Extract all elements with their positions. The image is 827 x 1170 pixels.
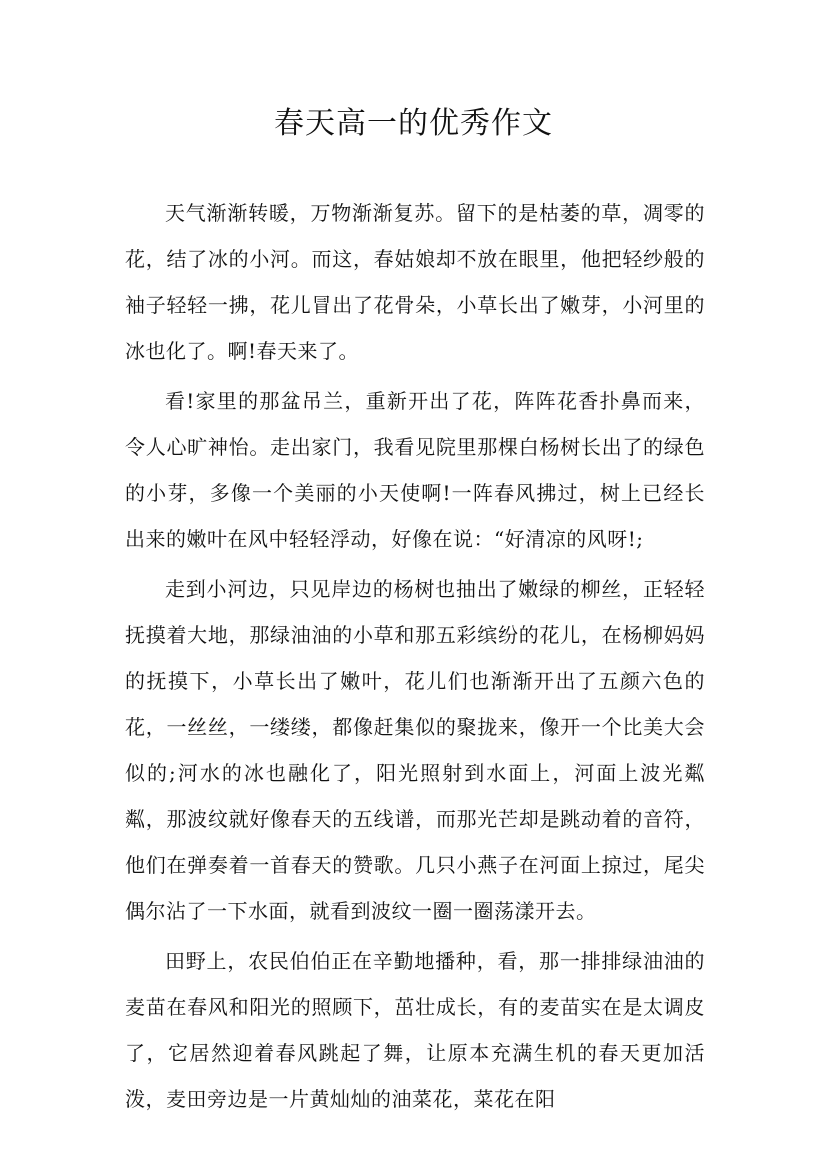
- paragraph: 走到小河边，只见岸边的杨树也抽出了嫩绿的柳丝，正轻轻抚摸着大地，那绿油油的小草和那五彩缤纷的花儿，在杨柳妈妈的抚摸下，小草长出了嫩叶，花儿们也渐渐开出了五颜六色的花，一丝丝，一缕缕，都像赶集似的聚拢来，像开一个比美大会似的;河水的冰也融化了，阳光照射到水面上，河面上波光粼粼，那波纹就好像春天的五线谱，而那光芒却是跳动着的音符，他们在弹奏着一首春天的赞歌。几只小燕子在河面上掠过，尾尖偶尔沾了一下水面，就看到波纹一圈一圈荡漾开去。: [125, 577, 705, 923]
- document-title: 春天高一的优秀作文: [274, 106, 553, 141]
- paragraph: 看!家里的那盆吊兰，重新开出了花，阵阵花香扑鼻而来，令人心旷神怡。走出家门，我看见院里那棵白杨树长出了的绿色的小芽，多像一个美丽的小天使啊!一阵春风拂过，树上已经长出来的嫩叶在风中轻轻浮动，好像在说：“好清凉的风呀!;: [125, 389, 705, 551]
- paragraph: 田野上，农民伯伯正在辛勤地播种，看，那一排排绿油油的麦苗在春风和阳光的照顾下，茁壮成长，有的麦苗实在是太调皮了，它居然迎着春风跳起了舞，让原本充满生机的春天更加活泼，麦田旁边是一片黄灿灿的油菜花，菜花在阳: [125, 949, 705, 1111]
- paragraph: 天气渐渐转暖，万物渐渐复苏。留下的是枯萎的草，凋零的花，结了冰的小河。而这，春姑娘却不放在眼里，他把轻纱般的袖子轻轻一拂，花儿冒出了花骨朵，小草长出了嫩芽，小河里的冰也化了。啊!春天来了。: [125, 201, 705, 363]
- document-body: [125, 190, 705, 1126]
